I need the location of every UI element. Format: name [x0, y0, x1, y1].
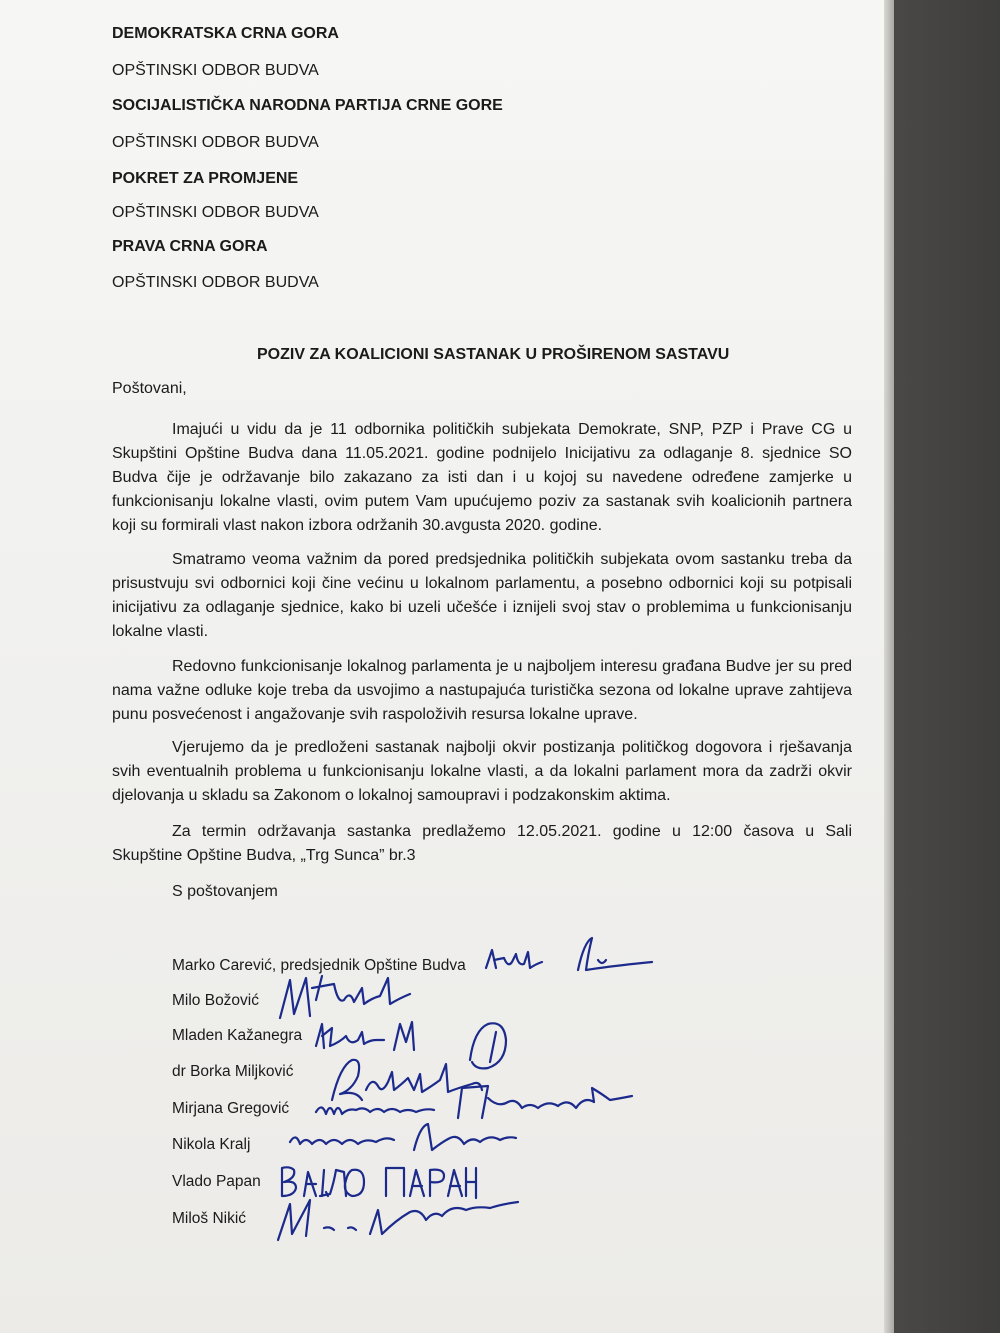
- party-name-2: SOCIJALISTIČKA NARODNA PARTIJA CRNE GORE: [112, 97, 503, 114]
- party-name-3: POKRET ZA PROMJENE: [112, 170, 299, 187]
- signatory-name-2: Milo Božović: [172, 992, 259, 1009]
- salutation: Poštovani,: [112, 380, 187, 397]
- body-paragraph-2: Smatramo veoma važnim da pored predsjednika političkih subjekata ovom sastanku treba da prisustvuju svi odbornici koji čine većinu u lokalnom parlamentu, a posebno odbornici koji su potpisali inicijativu za odlaganje sjednice, kako bi uzeli učešće i iznijeli svoj stav o problemima u funkcionisanju lokalne vlasti.: [112, 551, 852, 640]
- signatory-name-6: Nikola Kralj: [172, 1136, 251, 1153]
- body-paragraph-5: Za termin održavanja sastanka predlažemo 12.05.2021. godine u 12:00 časova u Sali Skupštine Opštine Budva, „Trg Sunca” br.3: [112, 823, 852, 864]
- board-name-1: OPŠTINSKI ODBOR BUDVA: [112, 62, 319, 79]
- signatory-name-7: Vlado Papan: [172, 1173, 261, 1190]
- signatory-name-3: Mladen Kažanegra: [172, 1027, 303, 1044]
- signature-8: [270, 1190, 530, 1250]
- signatory-name-4: dr Borka Miljković: [172, 1063, 294, 1080]
- party-name-1: DEMOKRATSKA CRNA GORA: [112, 25, 339, 42]
- board-name-2: OPŠTINSKI ODBOR BUDVA: [112, 134, 319, 151]
- signatory-name-5: Mirjana Gregović: [172, 1100, 290, 1117]
- board-name-3: OPŠTINSKI ODBOR BUDVA: [112, 204, 319, 221]
- body-paragraph-3: Redovno funkcionisanje lokalnog parlamenta je u najboljem interesu građana Budve jer su pred nama važne odluke koje treba da usvojimo a nastupajuća turistička sezona od lokalne uprave zahtijeva punu posvećenost i angažovanje svih raspoloživih resursa lokalne uprave.: [112, 658, 852, 723]
- board-name-4: OPŠTINSKI ODBOR BUDVA: [112, 274, 319, 291]
- signature-1: [482, 932, 662, 982]
- party-name-4: PRAVA CRNA GORA: [112, 238, 268, 255]
- body-paragraph-1: Imajući u vidu da je 11 odbornika političkih subjekata Demokrate, SNP, PZP i Prave CG u Skupštini Opštine Budva dana 11.05.2021. godine podnijelo Inicijativu za odlaganje 8. sjednice SO Budva čije je održavanje bilo zakazano za isti dan i u kojoj su navedene određene zamjerke u funkcionisanju lokalne vlasti, ovim putem Vam upućujemo poziv za sastanak svih koalicionih partnera koji su formirali vlast nakon izbora održanih 30.avgusta 2020. godine.: [112, 421, 852, 534]
- signatory-name-8: Miloš Nikić: [172, 1210, 247, 1227]
- signatory-name-1: Marko Carević, predsjednik Opštine Budva: [172, 957, 466, 974]
- body-paragraph-4: Vjerujemo da je predloženi sastanak najbolji okvir postizanja političkog dogovora i rješavanja svih eventualnih problema u funkcionisanju lokalne vlasti, a da lokalni parlament mora da zadrži okvir djelovanja u skladu sa Zakonom o lokalnoj samoupravi i podzakonskim aktima.: [112, 739, 852, 804]
- signature-6: [286, 1114, 526, 1159]
- paper-edge: [884, 0, 894, 1333]
- closing: S poštovanjem: [172, 883, 278, 900]
- letter-title: POZIV ZA KOALICIONI SASTANAK U PROŠIRENOM SASTAVU: [257, 346, 730, 363]
